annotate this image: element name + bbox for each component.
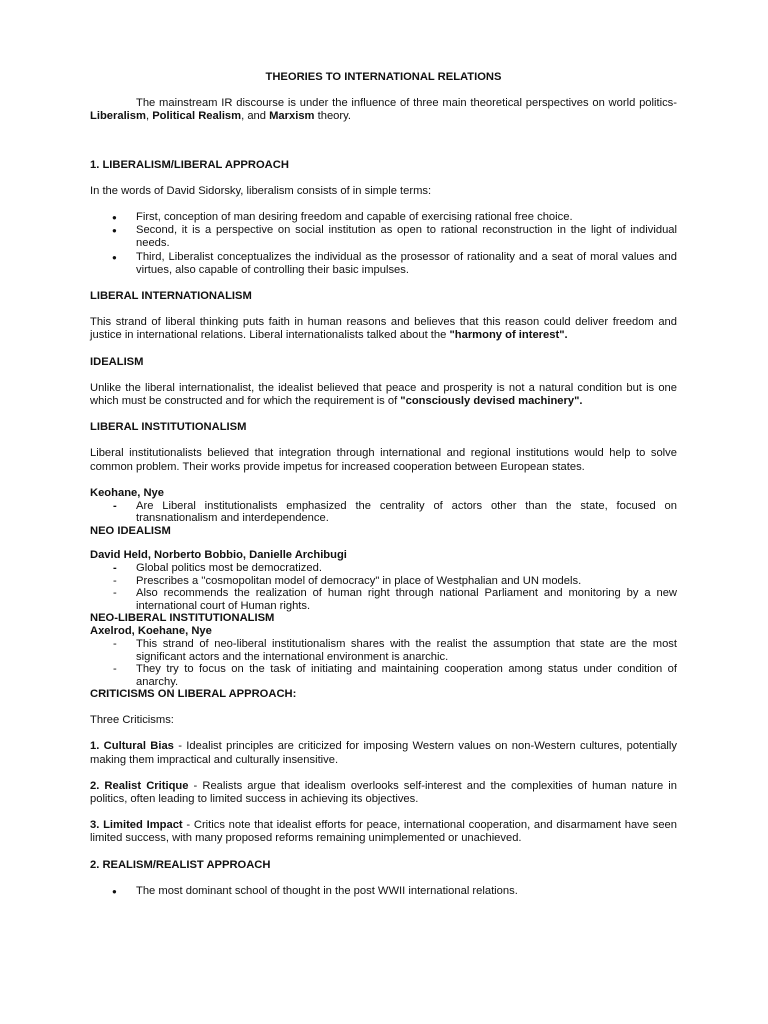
section-heading-realism: 2. REALISM/REALIST APPROACH (90, 858, 271, 871)
criticism-cultural-bias (90, 740, 677, 766)
criticism-label: 3. Limited Impact (90, 819, 183, 832)
section-heading-liberalism: 1. LIBERALISM/LIBERAL APPROACH (90, 158, 289, 171)
neo-idealism-points (90, 562, 677, 612)
intro-text: The mainstream IR discourse is under the influence of three main theoretical perspectives on world politics- (136, 97, 677, 110)
criticisms-lead: Three Criticisms: (90, 714, 174, 727)
intro-term-marxism: Marxism (269, 110, 315, 123)
paragraph-text: This strand of liberal thinking puts faith in human reasons and believes that this reason could deliver freedom and justice in international relations. Liberal internationalists talked about the (90, 316, 677, 342)
liberalism-lead: In the words of David Sidorsky, liberalism consists of in simple terms: (90, 184, 432, 197)
intro-sep: , (145, 110, 153, 123)
heading-neo-idealism: NEO IDEALISM (90, 524, 171, 537)
heading-criticisms: CRITICISMS ON LIBERAL APPROACH: (90, 687, 297, 700)
intro-term-realism: Political Realism (152, 110, 242, 123)
intro-paragraph (90, 97, 677, 123)
intro-end: theory. (314, 110, 351, 123)
list-item: ● Third, Liberalist conceptualizes the individual as the prosessor of rationality and a seat of moral values and virtues, also capable of controlling their basic impulses. (90, 251, 677, 277)
authors-held-bobbio-archibugi: David Held, Norberto Bobbio, Danielle Archibugi (90, 549, 347, 562)
paragraph-emphasis: "harmony of interest". (449, 329, 568, 342)
paragraph-text: Unlike the liberal internationalist, the idealist believed that peace and prosperity is not a natural condition but is one which must be constructed and for which the requirement is of (90, 381, 677, 408)
authors-keohane-nye: Keohane, Nye (90, 486, 164, 499)
heading-liberal-internationalism: LIBERAL INTERNATIONALISM (90, 290, 252, 303)
idealism-paragraph (90, 382, 677, 408)
heading-liberal-institutionalism: LIBERAL INSTITUTIONALISM (90, 421, 247, 434)
list-item: - Also recommends the realization of human right through national Parliament and monitoring by a new international court of Human rights. (90, 587, 677, 612)
realism-bullet-list (90, 885, 677, 898)
criticism-realist-critique (90, 780, 677, 806)
list-item: - Global politics most be democratized. (90, 562, 677, 574)
document-body (90, 71, 677, 911)
intro-term-liberalism: Liberalism (90, 110, 146, 123)
heading-neo-liberal-institutionalism: NEO-LIBERAL INSTITUTIONALISM (90, 611, 275, 624)
neo-liberal-points (90, 638, 677, 688)
criticism-label: 2. Realist Critique (90, 779, 189, 792)
list-item: ● The most dominant school of thought in the post WWII international relations. (90, 885, 677, 898)
list-item: - Prescribes a ''cosmopolitan model of democracy" in place of Westphalian and UN models. (90, 575, 677, 587)
list-item: - They try to focus on the task of initiating and maintaining cooperation among status under condition of anarchy. (90, 663, 677, 688)
criticism-text: - Realists argue that idealism overlooks self-interest and the complexities of human nature in politics, often leading to limited success in achieving its objectives. (90, 779, 678, 805)
heading-idealism: IDEALISM (90, 355, 144, 368)
paragraph-emphasis: "consciously devised machinery". (400, 395, 583, 408)
list-item: - Are Liberal institutionalists emphasized the centrality of actors other than the state, focused on transnationalism and interdependence. (90, 500, 677, 525)
criticism-label: 1. Cultural Bias (90, 740, 174, 753)
liberal-institutionalism-points (90, 500, 677, 525)
liberal-internationalism-paragraph (90, 316, 677, 342)
list-item: ● Second, it is a perspective on social institution as open to rational reconstruction in the light of individual needs. (90, 224, 677, 250)
criticism-text: - Critics note that idealist efforts for peace, international cooperation, and disarmament have seen limited success, with many proposed reforms remaining unimplemented or unachieved. (90, 819, 677, 845)
criticism-limited-impact (90, 819, 677, 845)
authors-axelrod-koehane-nye: Axelrod, Koehane, Nye (90, 625, 212, 638)
document-title: THEORIES TO INTERNATIONAL RELATIONS (265, 71, 502, 83)
criticism-text: - Idealist principles are criticized for imposing Western values on non-Western cultures, potentially making them impractical and culturally insensitive. (90, 740, 677, 766)
list-item: ● First, conception of man desiring freedom and capable of exercising rational free choice. (90, 211, 677, 224)
liberal-institutionalism-paragraph: Liberal institutionalists believed that integration through international and regional institutions would help to solve common problem. Their works provide impetus for increased cooperation between European states. (90, 447, 677, 473)
intro-sep: , and (241, 110, 270, 123)
liberalism-bullet-list (90, 211, 677, 277)
list-item: - This strand of neo-liberal institutionalism shares with the realist the assumption that state are the most significant actors and the international environment is anarchic. (90, 638, 677, 663)
